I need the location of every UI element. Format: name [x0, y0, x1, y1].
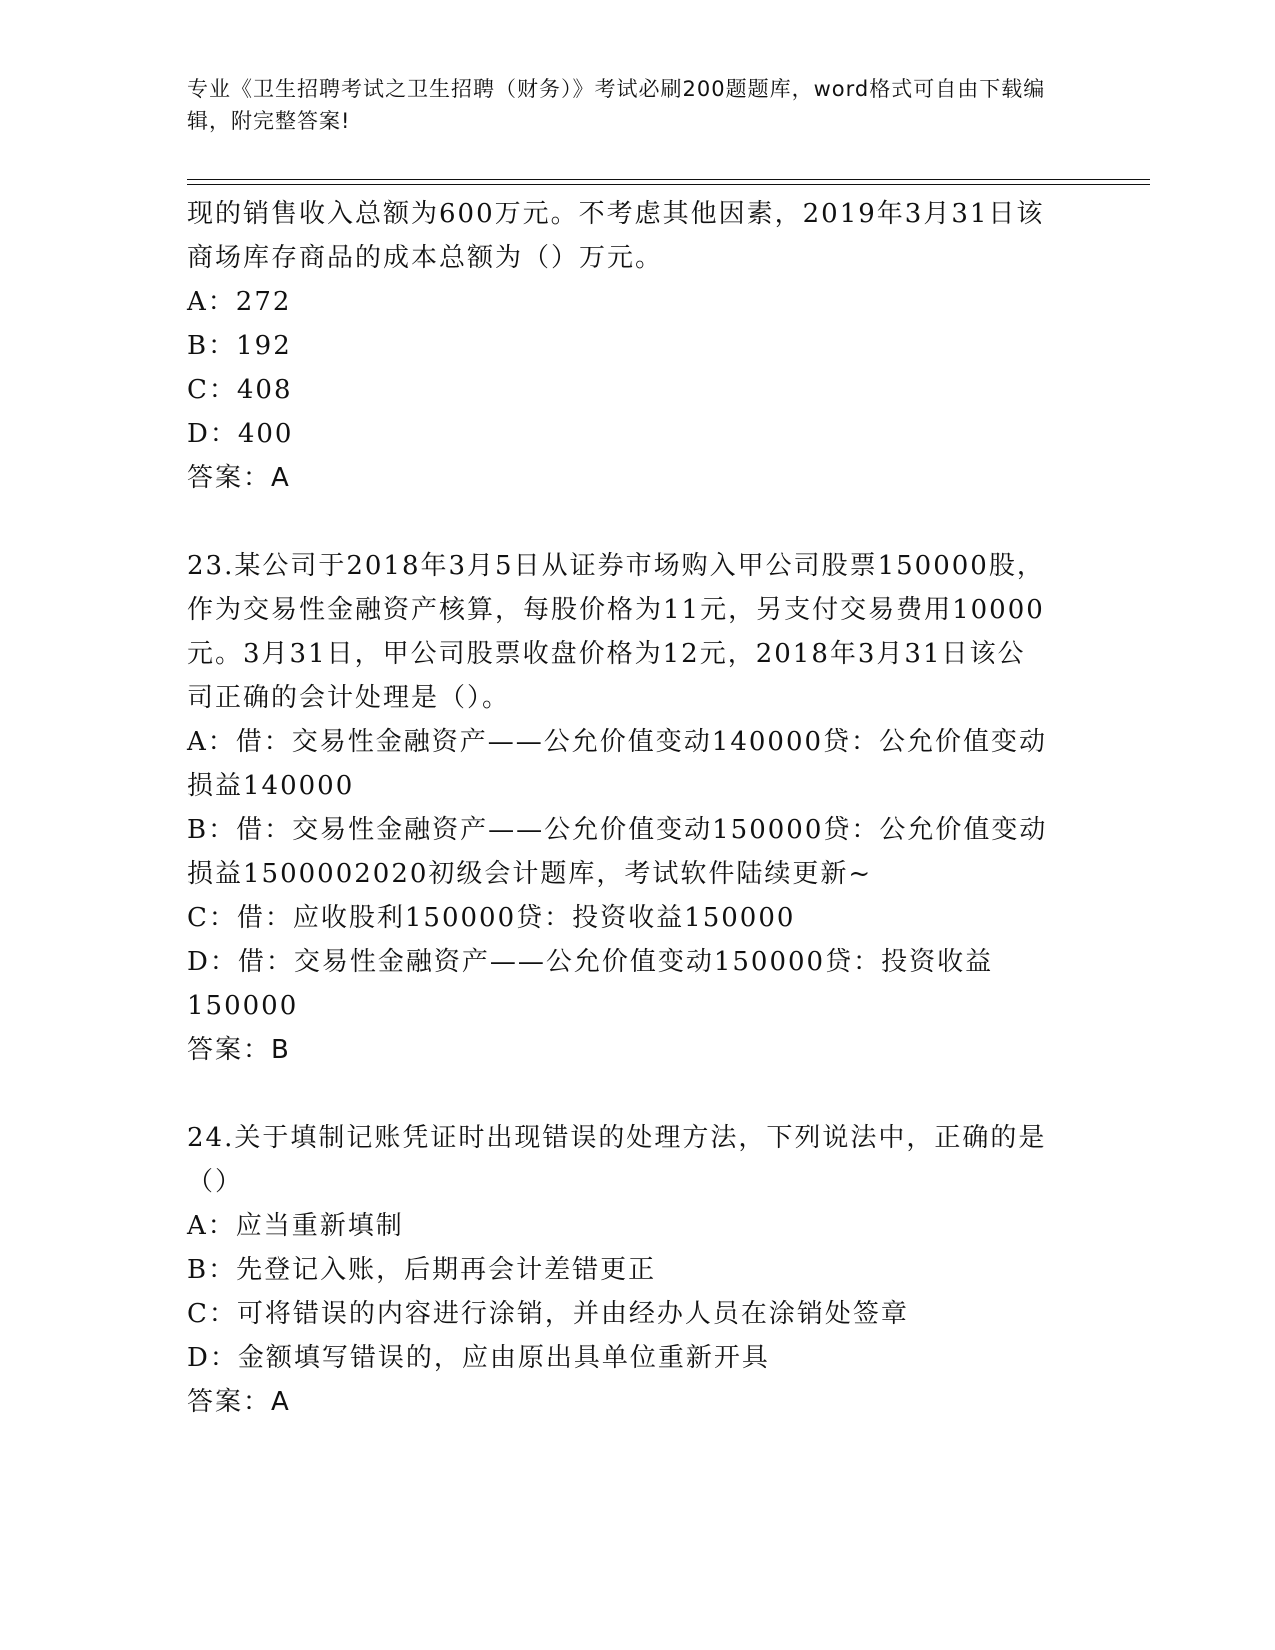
answer-label: 答案：A — [187, 463, 291, 493]
option-b: B：192 — [187, 331, 292, 361]
question-stem-line: 元。3月31日，甲公司股票收盘价格为12元，2018年3月31日该公 — [187, 639, 1026, 669]
option-d-continued: 150000 — [187, 991, 299, 1021]
option-b: B：借：交易性金融资产——公允价值变动150000贷：公允价值变动 — [187, 815, 1048, 845]
answer-label: 答案：B — [187, 1035, 291, 1065]
answer-label: 答案：A — [187, 1387, 291, 1417]
question-stem-line: 23.某公司于2018年3月5日从证券市场购入甲公司股票150000股， — [187, 551, 1045, 581]
option-a: A：272 — [187, 287, 292, 317]
question-stem-line: 现的销售收入总额为600万元。不考虑其他因素，2019年3月31日该 — [187, 199, 1045, 229]
question-24 — [187, 1116, 1087, 1424]
option-c: C：可将错误的内容进行涂销，并由经办人员在涂销处签章 — [187, 1299, 909, 1329]
option-a-continued: 损益140000 — [187, 771, 355, 801]
option-a: A：借：交易性金融资产——公允价值变动140000贷：公允价值变动 — [187, 727, 1048, 757]
option-b: B：先登记入账，后期再会计差错更正 — [187, 1255, 657, 1285]
header-divider-bottom — [187, 184, 1150, 185]
question-stem-line: 司正确的会计处理是（）。 — [187, 683, 511, 713]
option-a: A：应当重新填制 — [187, 1211, 404, 1241]
header-divider-top — [187, 179, 1150, 180]
option-c: C：408 — [187, 375, 293, 405]
document-header: 专业《卫生招聘考试之卫生招聘（财务）》考试必刷200题题库，word格式可自由下载编辑，附完整答案! — [187, 77, 1046, 133]
question-22-continued — [187, 192, 1087, 500]
question-list — [187, 192, 1087, 1424]
question-stem-line: 作为交易性金融资产核算，每股价格为11元，另支付交易费用10000 — [187, 595, 1045, 625]
option-d: D：借：交易性金融资产——公允价值变动150000贷：投资收益 — [187, 947, 994, 977]
question-23 — [187, 544, 1087, 1072]
option-b-continued: 损益1500002020初级会计题库，考试软件陆续更新~ — [187, 859, 873, 889]
question-stem-line: （） — [187, 1167, 244, 1197]
option-d: D：金额填写错误的，应由原出具单位重新开具 — [187, 1343, 770, 1373]
option-c: C：借：应收股利150000贷：投资收益150000 — [187, 903, 796, 933]
question-stem-line: 商场库存商品的成本总额为（）万元。 — [187, 243, 664, 273]
question-stem-line: 24.关于填制记账凭证时出现错误的处理方法，下列说法中，正确的是 — [187, 1123, 1047, 1153]
option-d: D：400 — [187, 419, 294, 449]
